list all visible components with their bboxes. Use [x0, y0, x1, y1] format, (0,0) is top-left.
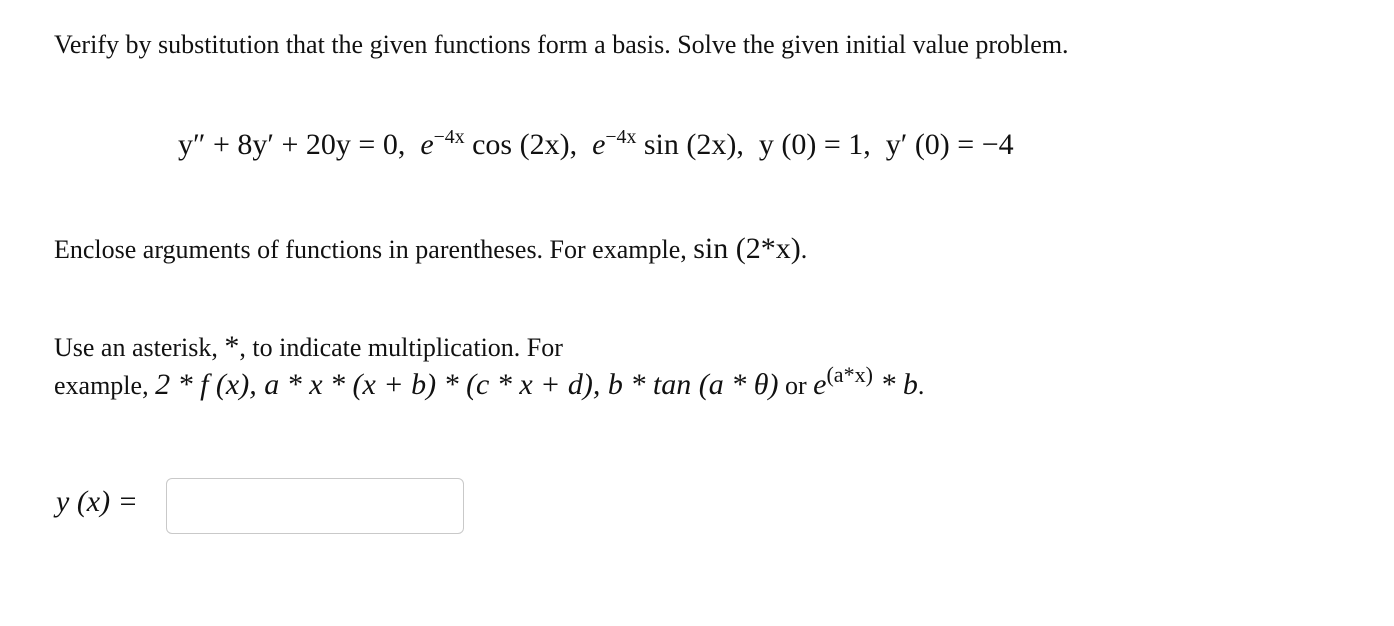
asterisk-example-exponent: (a*x) — [826, 361, 873, 387]
basis-function-2-base: e — [592, 128, 606, 161]
basis-function-1-base: e — [420, 128, 434, 161]
differential-equation — [178, 128, 1014, 162]
asterisk-symbol: * — [224, 330, 240, 363]
enclose-hint-text: Enclose arguments of functions in parentheses. For example, — [54, 235, 694, 264]
problem-instructions: Verify by substitution that the given functions form a basis. Solve the given initial value problem. — [54, 30, 1069, 59]
asterisk-example-tail: * b — [872, 368, 918, 401]
answer-input[interactable] — [166, 478, 464, 534]
answer-label — [56, 485, 138, 519]
asterisk-example — [54, 361, 925, 402]
asterisk-example-e: e — [813, 368, 827, 401]
enclose-hint — [54, 232, 807, 266]
asterisk-example-math: 2 * f (x), a * x * (x + b) * (c * x + d), b * tan (a * θ) — [155, 368, 779, 401]
initial-condition-2: y′ (0) = −4 — [885, 128, 1014, 161]
asterisk-hint-text: Use an asterisk, — [54, 333, 225, 362]
enclose-hint-period: . — [800, 235, 808, 264]
basis-function-2-trig: sin (2x), — [643, 128, 744, 161]
equation-lhs: y″ + 8y′ + 20y = 0, — [178, 128, 406, 161]
basis-function-1-trig: cos (2x), — [472, 128, 578, 161]
basis-function-2-exponent: −4x — [605, 126, 637, 149]
basis-function-1-exponent: −4x — [433, 126, 465, 149]
asterisk-hint-rest: , to indicate multiplication. For — [239, 333, 563, 362]
asterisk-hint — [54, 330, 563, 364]
asterisk-example-or: or — [778, 371, 814, 400]
asterisk-example-period: . — [917, 371, 925, 400]
initial-condition-1: y (0) = 1, — [758, 128, 871, 161]
enclose-hint-example: sin (2*x) — [693, 232, 801, 265]
answer-label-text: y (x) = — [56, 485, 138, 518]
asterisk-example-prefix: example, — [54, 371, 156, 400]
